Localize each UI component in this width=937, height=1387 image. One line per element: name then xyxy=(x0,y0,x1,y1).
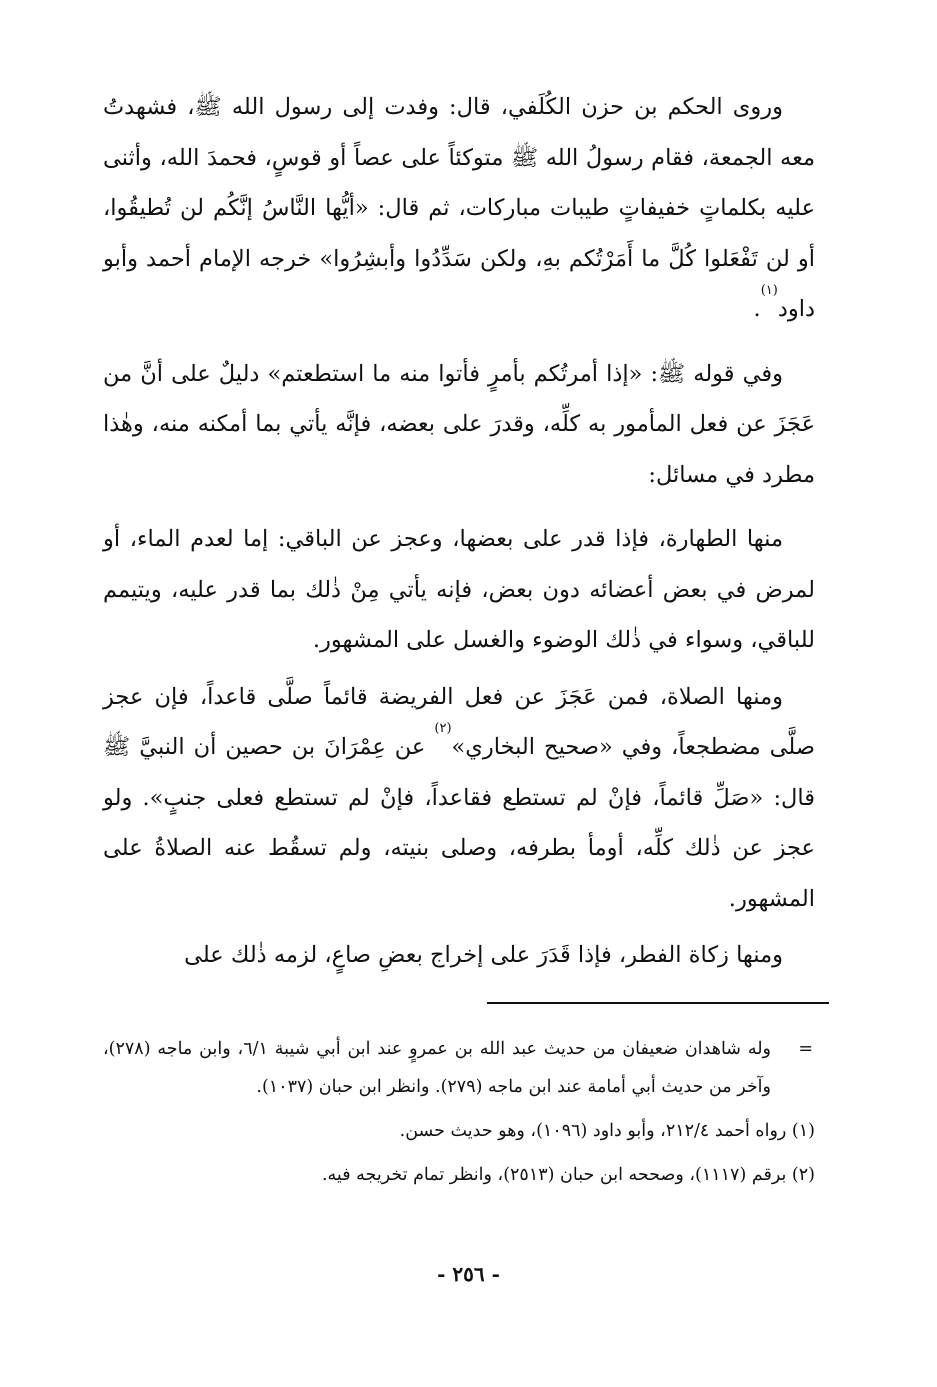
footnote-ref-1: (١) xyxy=(760,283,778,298)
paragraph-text: وروى الحكم بن حزن الكُلَفي، قال: وفدت إلى رسول الله ﷺ، فشهدتُ معه الجمعة، فقام رسولُ الله ﷺ متوكئاً على عصاً أو قوسٍ، فحمدَ الله، وأثنى عليه بكلماتٍ خفيفاتٍ طيبات مباركات، ثم قال: «أيُّها النَّاسُ إنَّكُم لن تُطيقُوا، أو لن تَفْعَلوا كُلَّ ما أَمَرْتُكم بهِ، ولكن سَدِّدُوا وأبشِرُوا» خرجه الإمام أحمد وأبو داود xyxy=(103,94,815,322)
footnote-2: (٢) برقم (١١١٧)، وصححه ابن حبان (٢٥١٣)، وانظر تمام تخريجه فيه. xyxy=(321,1165,815,1185)
footnote-ref-2: (٢) xyxy=(434,721,452,736)
paragraph-zakat: ومنها زكاة الفطر، فإذا قَدَرَ على إخراج بعضِ صاعٍ، لزمه ذٰلك على xyxy=(184,942,783,968)
footnote-continuation-text: وله شاهدان ضعيفان من حديث عبد الله بن عمروٍ عند ابن أبي شيبة ٦/١، وابن ماجه (٢٧٨)، وآخر من حديث أبي أمامة عند ابن ماجه (٢٧٩). وانظر ابن حبان (١٠٣٧). xyxy=(103,1039,771,1097)
footnote-1: (١) رواه أحمد ٢١٢/٤، وأبو داود (١٠٩٦)، وهو حديث حسن. xyxy=(399,1121,815,1141)
paragraph-end-mark: . xyxy=(753,296,761,322)
main-text xyxy=(103,82,815,981)
page-number: - ٢٥٦ - xyxy=(437,1262,500,1286)
continuation-mark: = xyxy=(798,1039,813,1059)
paragraph-commentary: وفي قوله ﷺ: «إذا أمرتُكم بأمرٍ فأتوا منه ما استطعتم» دليلٌ على أنَّ من عَجَزَ عن فعل المأمور به كلِّه، وقدرَ على بعضه، فإنَّه يأتي بما أمكنه منه، وهٰذا مطرد في مسائل: xyxy=(103,360,815,488)
footnote-separator xyxy=(487,1002,829,1004)
footnote-continuation xyxy=(103,1030,815,1106)
footnotes xyxy=(103,1030,815,1194)
paragraph-text-continued: عن عِمْرَانَ بن حصين أن النبيَّ ﷺ قال: «صَلِّ قائماً، فإنْ لم تستطع فقاعداً، فإنْ لم تستطع فعلى جنبٍ». ولو عجز عن ذٰلك كلِّه، أومأ بطرفه، وصلى بنيته، ولم تسقُط عنه الصلاةُ على المشهور. xyxy=(103,734,815,912)
paragraph-hadith-hakam xyxy=(103,82,815,335)
paragraph-purification: منها الطهارة، فإذا قدر على بعضها، وعجز عن الباقي: إما لعدم الماء، أو لمرض في بعض أعضائه دون بعض، فإنه يأتي مِنْ ذٰلك بما قدر عليه، ويتيمم للباقي، وسواء في ذٰلك الوضوء والغسل على المشهور. xyxy=(103,526,815,653)
paragraph-prayer xyxy=(103,672,815,925)
paragraph-text: ومنها الصلاة، فمن عَجَزَ عن فعل الفريضة قائماً صلَّى قاعداً، فإن عجز صلَّى مضطجعاً، وفي «صحيح البخاري» xyxy=(103,683,815,760)
